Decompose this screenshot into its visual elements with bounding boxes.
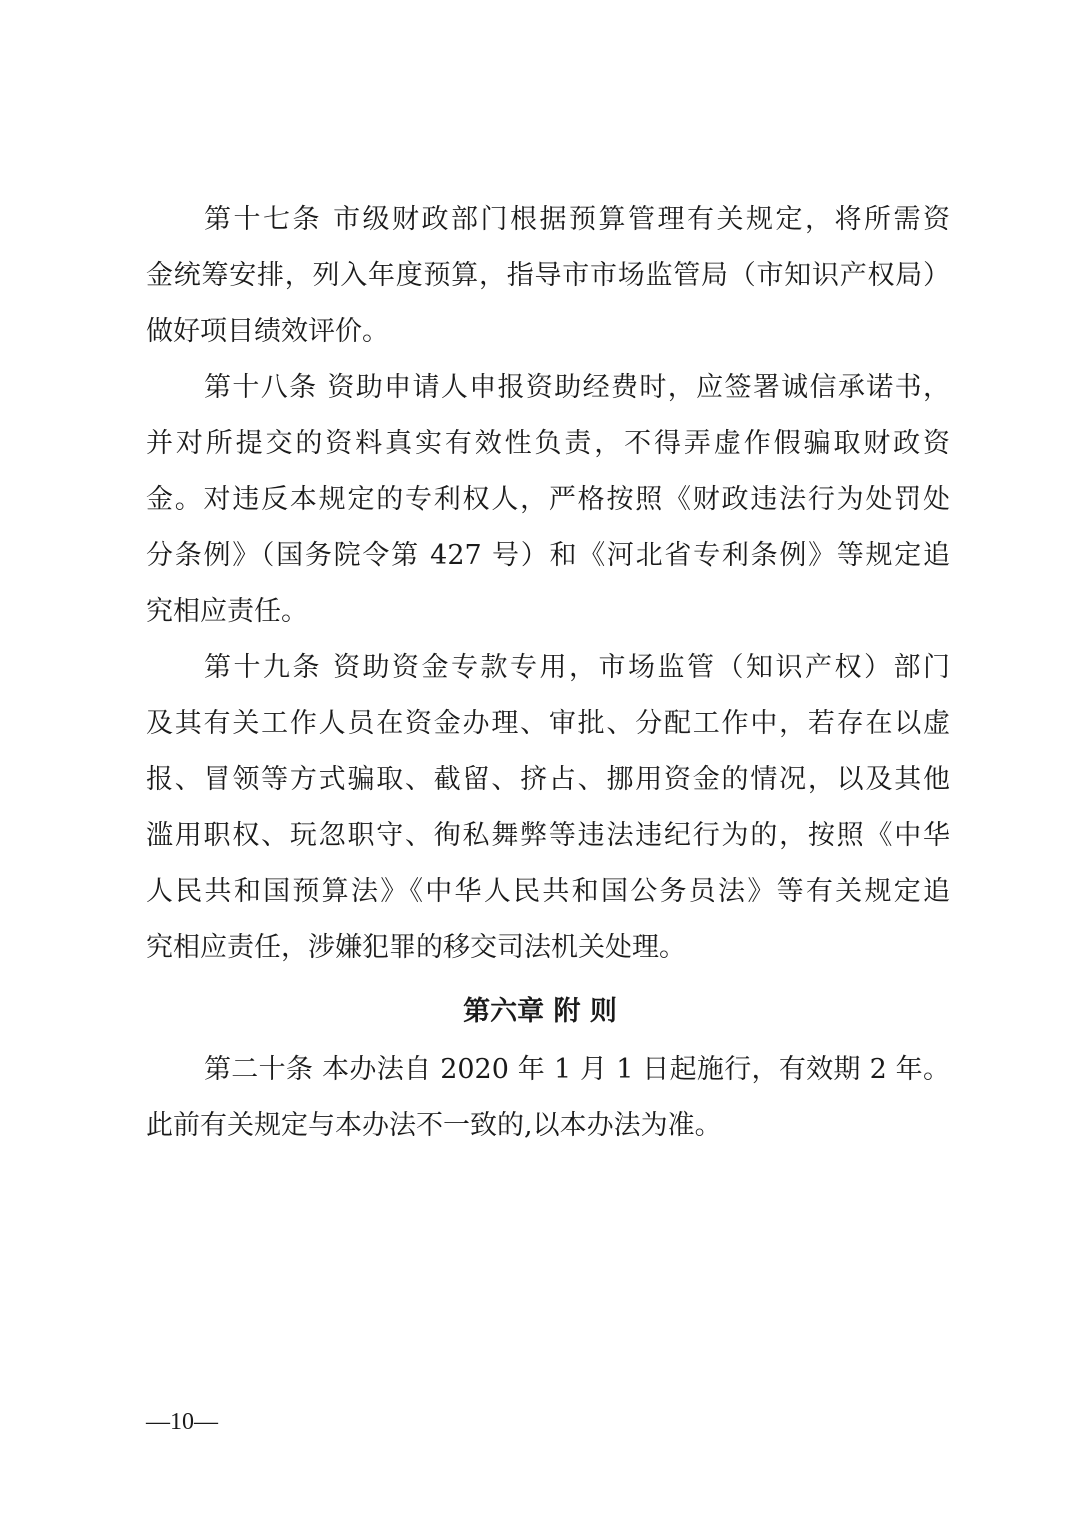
article-19-line-2: 及其有关工作人员在资金办理、审批、分配工作中，若存在以虚 bbox=[146, 708, 950, 739]
article-18-line-5: 究相应责任。 bbox=[146, 596, 308, 627]
article-18-line-3: 金。对违反本规定的专利权人，严格按照《财政违法行为处罚处 bbox=[146, 484, 950, 515]
chapter-heading: 第六章 附 则 bbox=[463, 996, 617, 1027]
article-20-line-1: 第二十条 本办法自 2020 年 1 月 1 日起施行，有效期 2 年。 bbox=[204, 1054, 950, 1085]
article-19-line-3: 报、冒领等方式骗取、截留、挤占、挪用资金的情况，以及其他 bbox=[146, 764, 950, 795]
article-18-line-2: 并对所提交的资料真实有效性负责，不得弄虚作假骗取财政资 bbox=[146, 428, 950, 459]
article-18-line-1: 第十八条 资助申请人申报资助经费时，应签署诚信承诺书， bbox=[204, 372, 950, 403]
article-19-line-4: 滥用职权、玩忽职守、徇私舞弊等违法违纪行为的，按照《中华 bbox=[146, 820, 950, 851]
article-19-line-6: 究相应责任，涉嫌犯罪的移交司法机关处理。 bbox=[146, 932, 686, 963]
article-20-line-2: 此前有关规定与本办法不一致的,以本办法为准。 bbox=[146, 1110, 722, 1141]
page-number: —10— bbox=[146, 1409, 218, 1435]
article-17-line-2: 金统筹安排，列入年度预算，指导市市场监管局（市知识产权局） bbox=[146, 260, 950, 291]
article-17-line-1: 第十七条 市级财政部门根据预算管理有关规定，将所需资 bbox=[204, 204, 950, 235]
article-18-line-4: 分条例》（国务院令第 427 号）和《河北省专利条例》等规定追 bbox=[146, 540, 950, 571]
article-19-line-5: 人民共和国预算法》《中华人民共和国公务员法》等有关规定追 bbox=[146, 876, 950, 907]
article-17-line-3: 做好项目绩效评价。 bbox=[146, 316, 389, 347]
article-19-line-1: 第十九条 资助资金专款专用，市场监管（知识产权）部门 bbox=[204, 652, 950, 683]
